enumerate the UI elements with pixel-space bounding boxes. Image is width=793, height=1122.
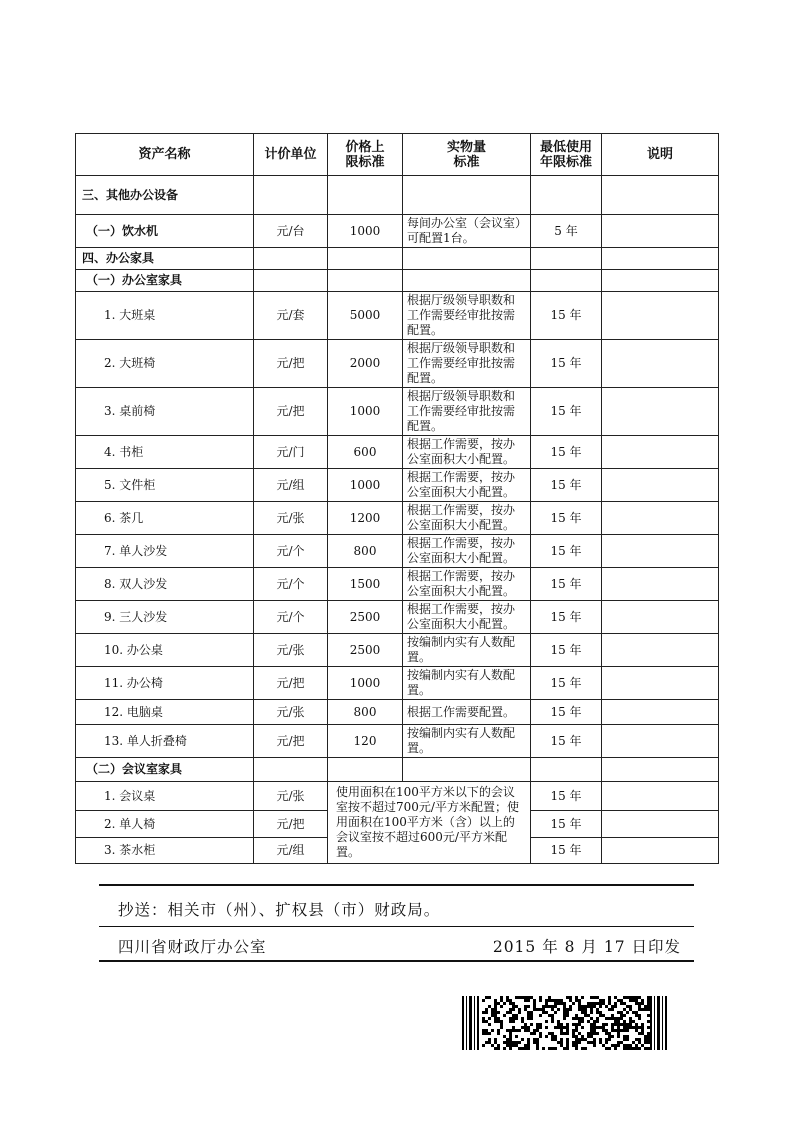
item-note (602, 292, 719, 340)
item-note (602, 634, 719, 667)
section-row (76, 248, 719, 270)
item-note (602, 388, 719, 436)
item-standard: 根据工作需要，按办公室面积大小配置。 (403, 436, 531, 469)
item-standard: 根据工作需要，按办公室面积大小配置。 (403, 469, 531, 502)
issue-date: 2015 年 8 月 17 日印发 (492, 938, 681, 956)
header-price-line2: 限标准 (345, 154, 385, 170)
footer-top-rule (99, 884, 694, 886)
item-price: 2500 (328, 634, 403, 667)
item-standard: 按编制内实有人数配置。 (403, 634, 531, 667)
section-title: 四、办公家具 (76, 248, 254, 270)
item-unit: 元/组 (254, 838, 328, 864)
table-row (76, 535, 719, 568)
issuer: 四川省财政厅办公室 (118, 938, 267, 956)
header-life-line2: 年限标准 (539, 154, 592, 170)
item-life: 15 年 (531, 535, 602, 568)
table-row (76, 388, 719, 436)
item-standard: 根据工作需要，按办公室面积大小配置。 (403, 502, 531, 535)
footer-bottom-rule (99, 960, 694, 962)
item-unit: 元/把 (254, 388, 328, 436)
item-price: 1200 (328, 502, 403, 535)
item-note (602, 811, 719, 838)
item-price: 600 (328, 436, 403, 469)
table-row (76, 436, 719, 469)
item-price: 2500 (328, 601, 403, 634)
table-row (76, 502, 719, 535)
item-unit: 元/组 (254, 469, 328, 502)
header-life-line1: 最低使用 (539, 139, 592, 155)
table-row (76, 700, 719, 725)
item-note (602, 340, 719, 388)
item-unit: 元/把 (254, 667, 328, 700)
item-unit: 元/个 (254, 535, 328, 568)
subsection-title: （一）办公室家具 (76, 270, 254, 292)
item-unit: 元/把 (254, 811, 328, 838)
item-standard: 根据工作需要，按办公室面积大小配置。 (403, 568, 531, 601)
item-price: 1000 (328, 667, 403, 700)
header-quantity (403, 134, 531, 176)
table-row (76, 469, 719, 502)
item-note (602, 535, 719, 568)
section-row (76, 176, 719, 215)
item-life: 15 年 (531, 700, 602, 725)
item-note (602, 601, 719, 634)
header-qty-line1: 实物量 (446, 139, 486, 155)
item-name: 9. 三人沙发 (76, 601, 254, 634)
table-row (76, 340, 719, 388)
table-row (76, 601, 719, 634)
item-name: 10. 办公桌 (76, 634, 254, 667)
item-unit: 元/张 (254, 782, 328, 811)
subsection-row (76, 758, 719, 782)
item-standard: 按编制内实有人数配置。 (403, 667, 531, 700)
item-name: 3. 桌前椅 (76, 388, 254, 436)
item-standard: 根据厅级领导职数和工作需要经审批按需配置。 (403, 340, 531, 388)
item-unit: 元/张 (254, 634, 328, 667)
item-life: 15 年 (531, 340, 602, 388)
item-name: 8. 双人沙发 (76, 568, 254, 601)
item-unit: 元/门 (254, 436, 328, 469)
meeting-standard: 使用面积在100平方米以下的会议室按不超过700元/平方米配置；使用面积在100平方米（含）以上的会议室按不超过600元/平方米配置。 (328, 782, 531, 864)
item-name: （一）饮水机 (76, 215, 254, 248)
item-unit: 元/套 (254, 292, 328, 340)
table-header-row (76, 134, 719, 176)
item-standard: 根据厅级领导职数和工作需要经审批按需配置。 (403, 292, 531, 340)
office-furniture-rows (76, 292, 719, 758)
item-life: 15 年 (531, 568, 602, 601)
item-price: 800 (328, 535, 403, 568)
footer-middle-rule (99, 926, 694, 927)
item-standard: 根据工作需要，按办公室面积大小配置。 (403, 601, 531, 634)
barcode-image (462, 996, 668, 1050)
table-row (76, 782, 719, 811)
header-qty-line2: 标准 (453, 154, 480, 170)
table-row (76, 292, 719, 340)
item-name: 13. 单人折叠椅 (76, 725, 254, 758)
item-price: 1000 (328, 388, 403, 436)
item-note (602, 667, 719, 700)
item-unit: 元/张 (254, 700, 328, 725)
header-price (328, 134, 403, 176)
header-note: 说明 (602, 134, 719, 176)
item-note (602, 469, 719, 502)
header-price-line1: 价格上 (345, 139, 385, 155)
item-price: 2000 (328, 340, 403, 388)
item-standard: 根据工作需要，按办公室面积大小配置。 (403, 535, 531, 568)
item-note (602, 436, 719, 469)
item-note (602, 782, 719, 811)
table-row (76, 634, 719, 667)
item-name: 6. 茶几 (76, 502, 254, 535)
item-price: 5000 (328, 292, 403, 340)
item-note (602, 215, 719, 248)
item-unit: 元/张 (254, 502, 328, 535)
item-price: 800 (328, 700, 403, 725)
item-standard: 按编制内实有人数配置。 (403, 725, 531, 758)
item-life: 15 年 (531, 502, 602, 535)
item-life: 15 年 (531, 782, 602, 811)
item-standard: 根据厅级领导职数和工作需要经审批按需配置。 (403, 388, 531, 436)
item-unit: 元/个 (254, 568, 328, 601)
item-life: 15 年 (531, 292, 602, 340)
table-row (76, 568, 719, 601)
item-unit: 元/个 (254, 601, 328, 634)
item-price: 1000 (328, 215, 403, 248)
header-unit: 计价单位 (254, 134, 328, 176)
item-standard: 根据工作需要配置。 (403, 700, 531, 725)
subsection-title: （二）会议室家具 (76, 758, 254, 782)
item-note (602, 568, 719, 601)
item-note (602, 725, 719, 758)
item-note (602, 700, 719, 725)
section-title: 三、其他办公设备 (76, 176, 254, 215)
header-name: 资产名称 (76, 134, 254, 176)
item-life: 15 年 (531, 436, 602, 469)
item-name: 7. 单人沙发 (76, 535, 254, 568)
item-name: 3. 茶水柜 (76, 838, 254, 864)
item-name: 2. 大班椅 (76, 340, 254, 388)
item-life: 15 年 (531, 667, 602, 700)
item-name: 1. 大班桌 (76, 292, 254, 340)
table-row (76, 667, 719, 700)
item-unit: 元/把 (254, 340, 328, 388)
item-name: 11. 办公椅 (76, 667, 254, 700)
item-life: 15 年 (531, 725, 602, 758)
item-life: 15 年 (531, 388, 602, 436)
item-standard: 每间办公室（会议室）可配置1台。 (403, 215, 531, 248)
item-name: 1. 会议桌 (76, 782, 254, 811)
header-life (531, 134, 602, 176)
item-name: 12. 电脑桌 (76, 700, 254, 725)
item-price: 1000 (328, 469, 403, 502)
item-name: 4. 书柜 (76, 436, 254, 469)
item-name: 5. 文件柜 (76, 469, 254, 502)
table-row (76, 725, 719, 758)
item-price: 1500 (328, 568, 403, 601)
item-unit: 元/台 (254, 215, 328, 248)
asset-standards-table (75, 133, 719, 864)
item-note (602, 502, 719, 535)
item-life: 15 年 (531, 601, 602, 634)
item-unit: 元/把 (254, 725, 328, 758)
item-life: 5 年 (531, 215, 602, 248)
item-note (602, 838, 719, 864)
item-life: 15 年 (531, 811, 602, 838)
item-price: 120 (328, 725, 403, 758)
item-name: 2. 单人椅 (76, 811, 254, 838)
item-life: 15 年 (531, 838, 602, 864)
item-life: 15 年 (531, 634, 602, 667)
item-life: 15 年 (531, 469, 602, 502)
cc-line: 抄送：相关市（州）、扩权县（市）财政局。 (118, 901, 441, 919)
subsection-row (76, 270, 719, 292)
table-row (76, 215, 719, 248)
